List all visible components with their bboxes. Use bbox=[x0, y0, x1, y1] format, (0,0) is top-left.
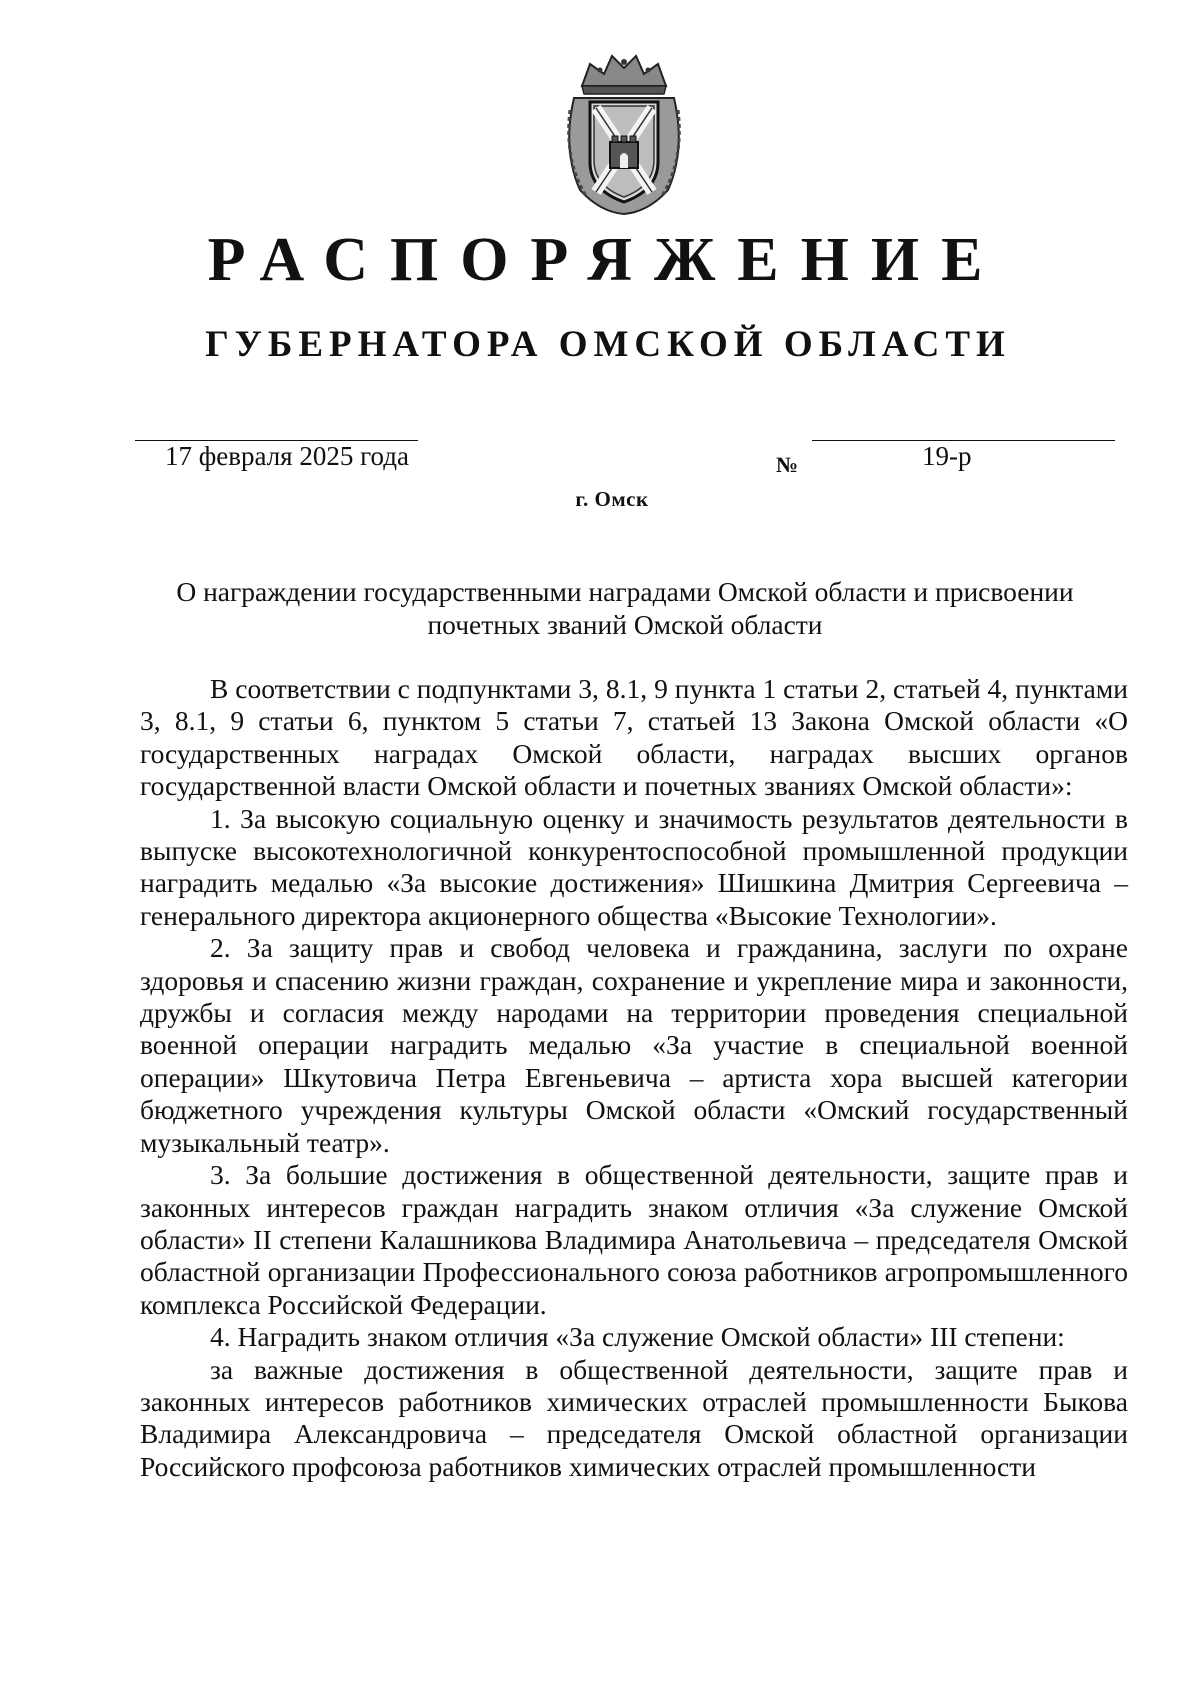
item-paragraph-3: 3. За большие достижения в общественной деятельности, защите прав и законных интересов граждан наградить знаком отличия «За служение Омской области» II степени Калашникова Владимира Анатольевича – председателя Омской областной организации Профессионального союза работников агропромышленного комплекса Российской Федерации. bbox=[140, 1159, 1128, 1320]
issue-city: г. Омск bbox=[575, 487, 649, 511]
document-type-title: РАСПОРЯЖЕНИЕ bbox=[207, 226, 1005, 294]
issuer-title: ГУБЕРНАТОРА ОМСКОЙ ОБЛАСТИ bbox=[205, 324, 1011, 365]
document-body bbox=[140, 673, 1128, 1483]
document-number: 19-р bbox=[922, 441, 972, 471]
item-paragraph-2: 2. За защиту прав и свобод человека и гражданина, заслуги по охране здоровья и спасению жизни граждан, сохранение и укрепление мира и законности, дружбы и согласия между народами на территории проведения специальной военной операции наградить медалью «За участие в специальной военной операции» Шкутовича Петра Евгеньевича – артиста хора высшей категории бюджетного учреждения культуры Омской области «Омский государственный музыкальный театр». bbox=[140, 932, 1128, 1158]
item-paragraph-4: 4. Наградить знаком отличия «За служение Омской области» III степени: bbox=[210, 1321, 1065, 1353]
number-underline bbox=[812, 440, 1115, 441]
date-underline bbox=[135, 440, 418, 441]
document-subject: О награждении государственными наградами Омской области и присвоении почетных званий Омской области bbox=[176, 576, 1074, 640]
item-paragraph-4-sub-1: за важные достижения в общественной деятельности, защите прав и законных интересов работников химических отраслей промышленности Быкова Владимира Александровича – председателя Омской областной организации Российского профсоюза работников химических отраслей промышленности bbox=[140, 1353, 1128, 1482]
document-date: 17 февраля 2025 года bbox=[165, 441, 409, 471]
coat-of-arms-emblem bbox=[560, 50, 688, 218]
preamble-paragraph: В соответствии с подпунктами 3, 8.1, 9 пункта 1 статьи 2, статьей 4, пунктами 3, 8.1, 9 статьи 6, пунктом 5 статьи 7, статьей 13 Закона Омской области «О государственных наградах Омской области, наградах высших органов государственной власти Омской области и почетных званиях Омской области»: bbox=[140, 673, 1128, 802]
item-paragraph-1: 1. За высокую социальную оценку и значимость результатов деятельности в выпуске высокотехнологичной конкурентоспособной промышленной продукции наградить медалью «За высокие достижения» Шишкина Дмитрия Сергеевича – генерального директора акционерного общества «Высокие Технологии». bbox=[140, 802, 1128, 931]
number-sign: № bbox=[776, 452, 799, 477]
